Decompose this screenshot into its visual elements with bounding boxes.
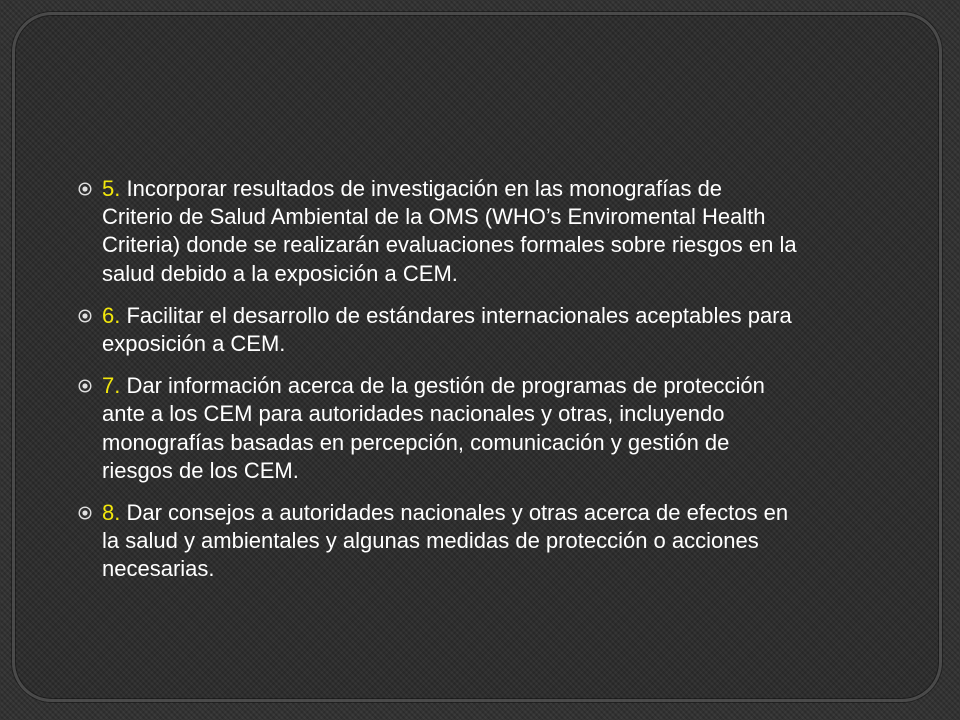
bullet-item-8 bbox=[78, 499, 798, 584]
circled-dot-bullet-icon bbox=[78, 182, 92, 196]
bullet-text: Incorporar resultados de investigación en las monografías de Criterio de Salud Ambiental de la OMS (WHO’s Enviromental Health Criteria) donde se realizarán evaluaciones formales sobre riesgos en la salud debido a la exposición a CEM. bbox=[102, 176, 797, 286]
bullet-number: 7. bbox=[102, 373, 121, 399]
bullet-item-5 bbox=[78, 175, 798, 288]
bullet-text: Dar consejos a autoridades nacionales y otras acerca de efectos en la salud y ambientales y algunas medidas de protección o acciones necesarias. bbox=[102, 500, 789, 582]
bullet-number: 8. bbox=[102, 500, 121, 526]
bullet-list bbox=[78, 175, 798, 598]
bullet-number: 5. bbox=[102, 176, 121, 201]
bullet-text: Dar información acerca de la gestión de programas de protección ante a los CEM para autoridades nacionales y otras, incluyendo monografías basadas en percepción, comunicación y gestión de riesgos de los CEM. bbox=[102, 373, 765, 483]
circled-dot-bullet-icon bbox=[78, 506, 92, 520]
circled-dot-bullet-icon bbox=[78, 309, 92, 323]
bullet-item-7 bbox=[78, 372, 798, 485]
bullet-text: Facilitar el desarrollo de estándares internacionales aceptables para exposición a CEM. bbox=[102, 302, 792, 357]
bullet-item-6 bbox=[78, 302, 798, 358]
bullet-number: 6. bbox=[102, 302, 121, 328]
circled-dot-bullet-icon bbox=[78, 379, 92, 393]
